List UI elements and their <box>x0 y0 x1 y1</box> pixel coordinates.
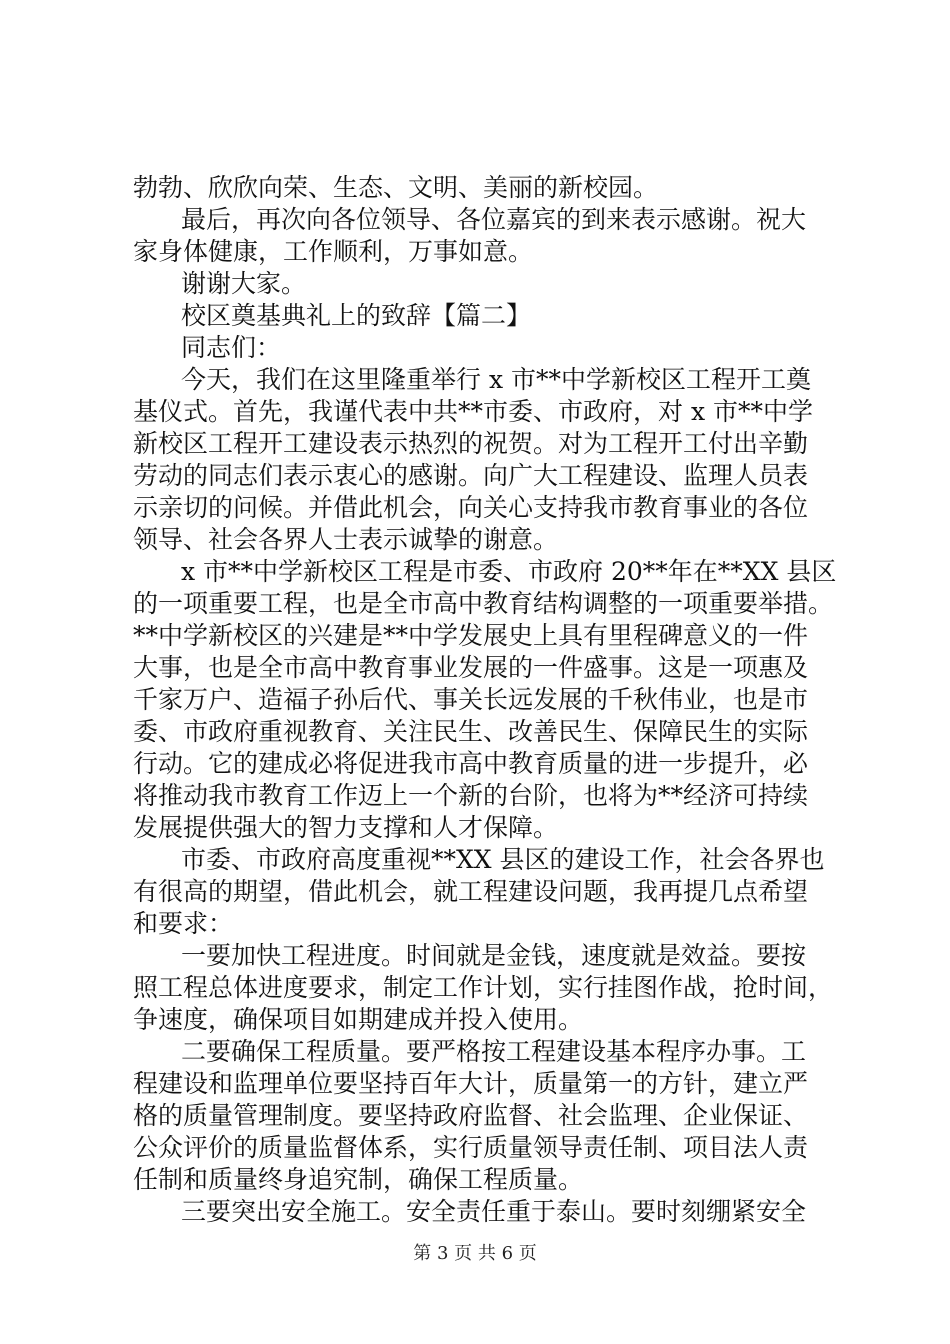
text-line: 争速度，确保项目如期建成并投入使用。 <box>133 1005 584 1034</box>
text-line: 大事，也是全市高中教育事业发展的一件盛事。这是一项惠及 <box>133 653 809 682</box>
text-line: 领导、社会各界人士表示诚挚的谢意。 <box>133 525 559 554</box>
text-line: 行动。它的建成必将促进我市高中教育质量的进一步提升，必 <box>133 749 809 778</box>
page-footer <box>0 1242 950 1266</box>
text-line: 谢谢大家。 <box>181 269 307 298</box>
text-line: 新校区工程开工建设表示热烈的祝贺。对为工程开工付出辛勤 <box>133 429 809 458</box>
text-line: 格的质量管理制度。要坚持政府监督、社会监理、企业保证、 <box>133 1101 809 1130</box>
text-line: 任制和质量终身追究制，确保工程质量。 <box>133 1165 584 1194</box>
text-line: 家身体健康，工作顺利，万事如意。 <box>133 237 534 266</box>
page-number-label: 第 3 页 共 6 页 <box>413 1243 537 1264</box>
text-line: 今天，我们在这里隆重举行 x 市**中学新校区工程开工奠 <box>181 365 811 394</box>
document-body <box>133 172 838 1228</box>
text-line: 基仪式。首先，我谨代表中共**市委、市政府，对 x 市**中学 <box>133 397 813 426</box>
text-line: 一要加快工程进度。时间就是金钱，速度就是效益。要按 <box>181 941 807 970</box>
text-line: 校区奠基典礼上的致辞【篇二】 <box>181 301 532 330</box>
text-line: 劳动的同志们表示衷心的感谢。向广大工程建设、监理人员表 <box>133 461 809 490</box>
text-line: 二要确保工程质量。要严格按工程建设基本程序办事。工 <box>181 1037 807 1066</box>
text-line: 有很高的期望，借此机会，就工程建设问题，我再提几点希望 <box>133 877 809 906</box>
text-line: 三要突出安全施工。安全责任重于泰山。要时刻绷紧安全 <box>181 1197 807 1226</box>
text-line: 照工程总体进度要求，制定工作计划，实行挂图作战，抢时间， <box>133 973 834 1002</box>
text-line: 委、市政府重视教育、关注民生、改善民生、保障民生的实际 <box>133 717 809 746</box>
text-line: 的一项重要工程，也是全市高中教育结构调整的一项重要举措。 <box>133 589 834 618</box>
text-line: x 市**中学新校区工程是市委、市政府 20**年在**XX 县区 <box>181 557 837 586</box>
text-line: 最后，再次向各位领导、各位嘉宾的到来表示感谢。祝大 <box>181 205 807 234</box>
text-line: 和要求： <box>133 909 234 938</box>
text-line: 发展提供强大的智力支撑和人才保障。 <box>133 813 559 842</box>
text-line: 示亲切的问候。并借此机会，向关心支持我市教育事业的各位 <box>133 493 809 522</box>
text-line: 勃勃、欣欣向荣、生态、文明、美丽的新校园。 <box>133 173 659 202</box>
text-line: 公众评价的质量监督体系，实行质量领导责任制、项目法人责 <box>133 1133 809 1162</box>
text-line: 将推动我市教育工作迈上一个新的台阶，也将为**经济可持续 <box>133 781 809 810</box>
text-line: 千家万户、造福子孙后代、事关长远发展的千秋伟业，也是市 <box>133 685 809 714</box>
text-line: 程建设和监理单位要坚持百年大计，质量第一的方针，建立严 <box>133 1069 809 1098</box>
text-line: 同志们： <box>181 333 282 362</box>
text-line: **中学新校区的兴建是**中学发展史上具有里程碑意义的一件 <box>133 621 809 650</box>
text-line: 市委、市政府高度重视**XX 县区的建设工作，社会各界也 <box>181 845 825 874</box>
